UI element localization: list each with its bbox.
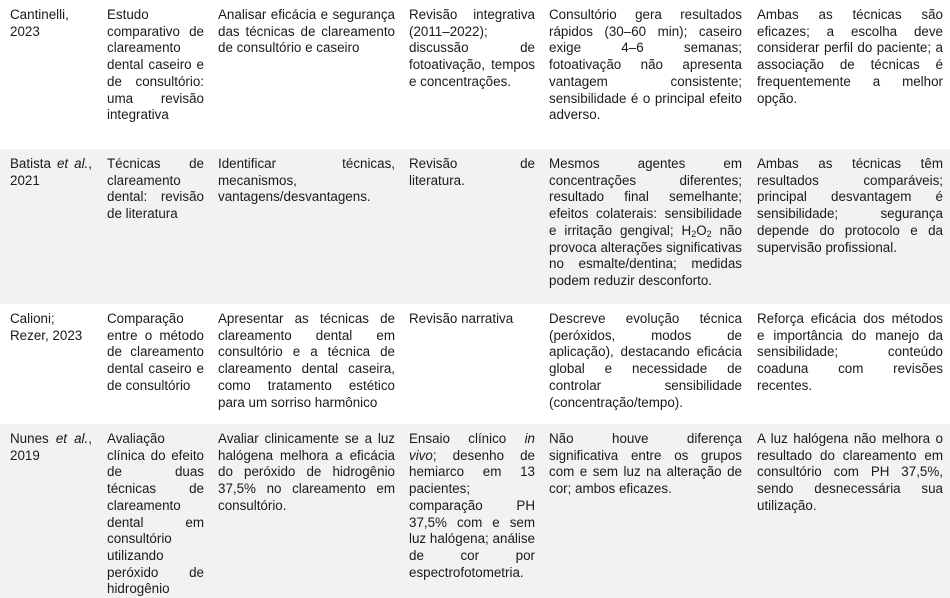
conclusion-cell: A luz halógena não melhora o resultado do clareamento em consultório com PH 37,5%, sendo desnecessária sua utilização. bbox=[757, 431, 943, 513]
author-cell: Calioni; Rezer, 2023 bbox=[10, 311, 83, 343]
results-cell: Descreve evolução técnica (peróxidos, modos de aplicação), destacando eficácia global e necessidade de controlar sensibilidade (concentração/tempo). bbox=[549, 311, 742, 410]
method-italic: in vivo bbox=[409, 431, 535, 463]
table-row bbox=[0, 0, 950, 149]
title-cell: Técnicas de clareamento dental: revisão de literatura bbox=[107, 156, 204, 222]
results-cell bbox=[549, 156, 742, 290]
conclusion-cell: Reforça eficácia dos métodos e importância do manejo da sensibilidade; conteúdo coaduna com revisões recentes. bbox=[757, 311, 943, 393]
objective-cell: Avaliar clinicamente se a luz halógena melhora a eficácia do peróxido de hidrogênio 37,5% no clareamento em consultório. bbox=[218, 431, 395, 513]
method-text: ; desenho de hemiarco em 13 pacientes; comparação PH 37,5% com e sem luz halógena; análise de cor por espectrofotometria. bbox=[409, 447, 535, 580]
objective-cell: Analisar eficácia e segurança das técnicas de clareamento de consultório e caseiro bbox=[218, 7, 395, 56]
method-cell bbox=[409, 431, 535, 581]
author-name: Batista bbox=[10, 156, 51, 171]
author-cell bbox=[10, 431, 92, 464]
method-cell: Revisão de literatura. bbox=[409, 156, 535, 188]
results-cell: Não houve diferença significativa entre os grupos com e sem luz na alteração de cor; ambos eficazes. bbox=[549, 431, 742, 497]
method-cell: Revisão integrativa (2011–2022); discussão de fotoativação, tempos e concentrações. bbox=[409, 7, 535, 89]
author-cell: Cantinelli, 2023 bbox=[10, 7, 69, 39]
title-cell: Estudo comparativo de clareamento dental caseiro e de consultório: uma revisão integrativa bbox=[107, 7, 204, 123]
results-cell: Consultório gera resultados rápidos (30–60 min); caseiro exige 4–6 semanas; fotoativação não apresenta vantagem consistente; sensibilidade é o principal efeito adverso. bbox=[549, 7, 742, 123]
title-cell: Comparação entre o método de clareamento dental caseiro e de consultório bbox=[107, 311, 204, 393]
table-row bbox=[0, 424, 950, 598]
results-text: Mesmos agentes em concentrações diferentes; resultado final semelhante; efeitos colaterais: sensibilidade e irritação gengival; H bbox=[549, 156, 742, 238]
table-row bbox=[0, 304, 950, 424]
results-text: O bbox=[696, 222, 707, 238]
subscript: 2 bbox=[691, 228, 697, 239]
method-cell: Revisão narrativa bbox=[409, 311, 514, 326]
title-cell: Avaliação clínica do efeito de duas técnicas de clareamento dental em consultório utilizando peróxido de hidrogênio bbox=[107, 431, 204, 597]
conclusion-cell: Ambas as técnicas têm resultados comparáveis; principal desvantagem é sensibilidade; segurança depende do protocolo e da supervisão profissional. bbox=[757, 156, 943, 255]
objective-cell: Identificar técnicas, mecanismos, vantagens/desvantagens. bbox=[218, 156, 395, 205]
objective-cell: Apresentar as técnicas de clareamento dental em consultório e a técnica de clareamento dental caseira, como tratamento estético para um sorriso harmônico bbox=[218, 311, 395, 410]
results-text: não provoca alterações significativas no esmalte/dentina; medidas podem reduzir desconforto. bbox=[549, 222, 742, 288]
author-year: , 2021 bbox=[10, 156, 92, 188]
subscript: 2 bbox=[706, 228, 712, 239]
conclusion-cell: Ambas as técnicas são eficazes; a escolha deve considerar perfil do paciente; a associação de técnicas é frequentemente a melhor opção. bbox=[757, 7, 943, 106]
method-text: Ensaio clínico bbox=[409, 431, 525, 446]
author-etal: et al. bbox=[56, 156, 89, 171]
author-name: Nunes bbox=[10, 431, 56, 446]
author-year: , 2019 bbox=[10, 431, 92, 463]
author-cell bbox=[10, 156, 92, 189]
table-row bbox=[0, 149, 950, 304]
author-etal: et al. bbox=[55, 431, 89, 446]
